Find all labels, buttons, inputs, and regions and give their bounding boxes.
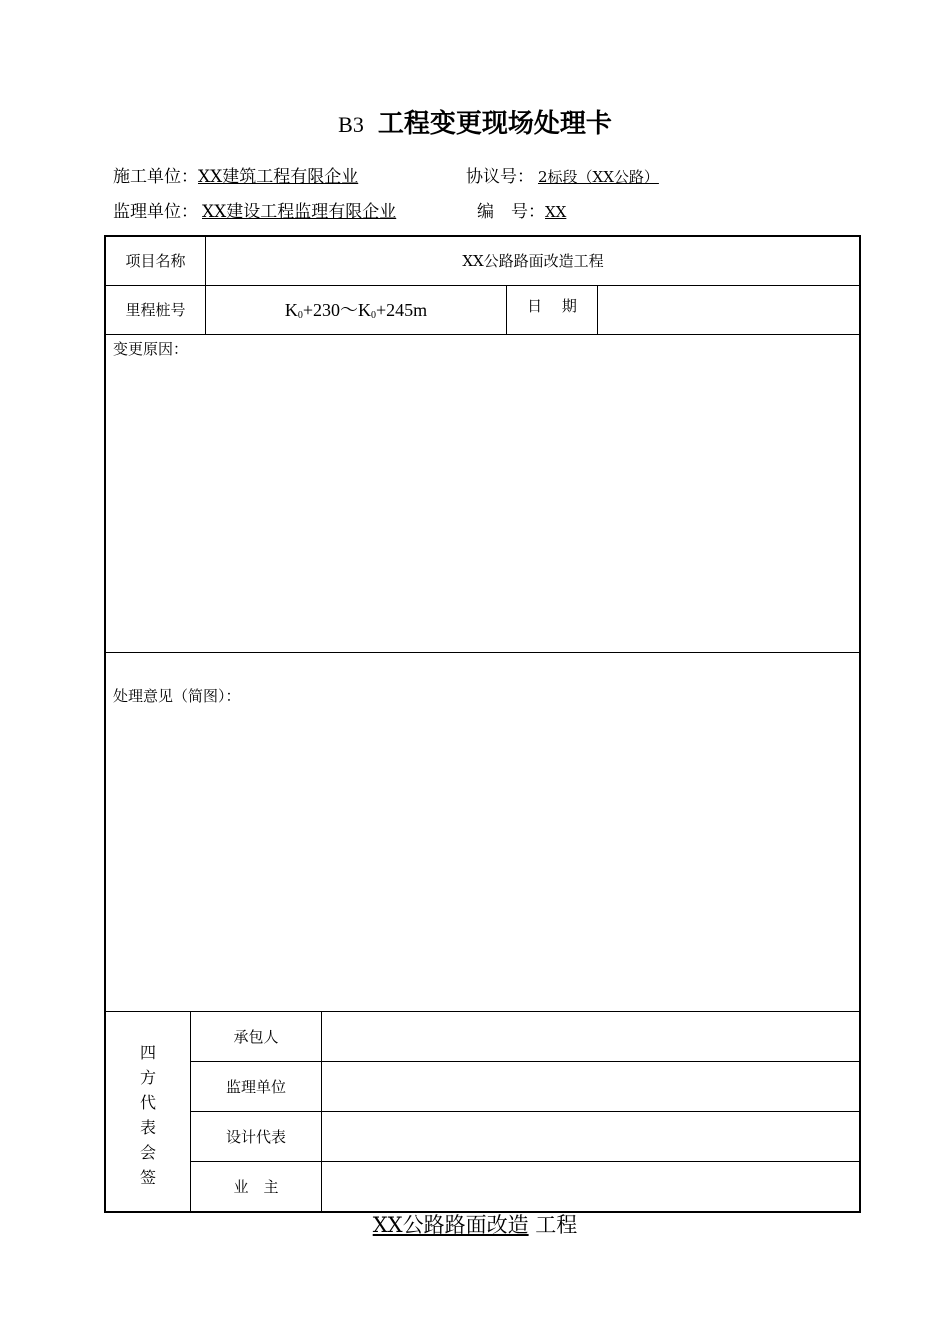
divider (190, 1161, 860, 1162)
divider (105, 285, 860, 286)
document-title (0, 106, 950, 143)
signer-contractor: 承包人 (233, 1028, 279, 1046)
agreement-value: 2标段（XX公路） (538, 168, 659, 186)
supervisor-label: 监理单位： (113, 202, 198, 222)
number-value: XX (545, 203, 567, 221)
divider (190, 1061, 860, 1062)
contractor-row (113, 165, 364, 189)
divider (105, 652, 860, 653)
four-party-signoff-label: 四 方 代 表 会 签 (139, 1043, 156, 1187)
number-label: 编 号： (477, 202, 545, 222)
contractor-label: 施工单位： (113, 167, 198, 187)
supervisor-value: XX建设工程监理有限企业 (202, 202, 397, 222)
project-name-label: 项目名称 (125, 252, 186, 270)
mileage-value: $K_0+230\sim K_0+245m$ (284, 300, 428, 321)
divider (105, 1011, 860, 1012)
signer-supervisor: 监理单位 (225, 1078, 286, 1096)
contractor-value: XX建筑工程有限企业 (198, 167, 359, 187)
handling-opinion-label: 处理意见（简图）： (113, 687, 241, 705)
divider (597, 286, 598, 334)
mileage-label: 里程桩号 (125, 301, 186, 319)
change-reason-label: 变更原因： (113, 340, 189, 358)
number-row (477, 200, 572, 224)
form-title: 工程变更现场处理卡 (377, 109, 612, 139)
date-label: 日 期 (527, 297, 577, 315)
project-name-value: XX公路路面改造工程 (462, 252, 604, 270)
form-table (104, 235, 861, 1213)
agreement-row (466, 165, 665, 189)
divider (190, 1111, 860, 1112)
divider (321, 1012, 322, 1212)
form-code: B3 (338, 112, 364, 137)
signer-design-rep: 设计代表 (225, 1128, 286, 1146)
agreement-label: 协议号： (466, 167, 534, 187)
supervisor-row (113, 200, 402, 224)
footer-project-name: XX公路路面改造 工程 (372, 1213, 578, 1237)
signer-owner: 业 主 (233, 1178, 279, 1196)
divider (105, 334, 860, 335)
